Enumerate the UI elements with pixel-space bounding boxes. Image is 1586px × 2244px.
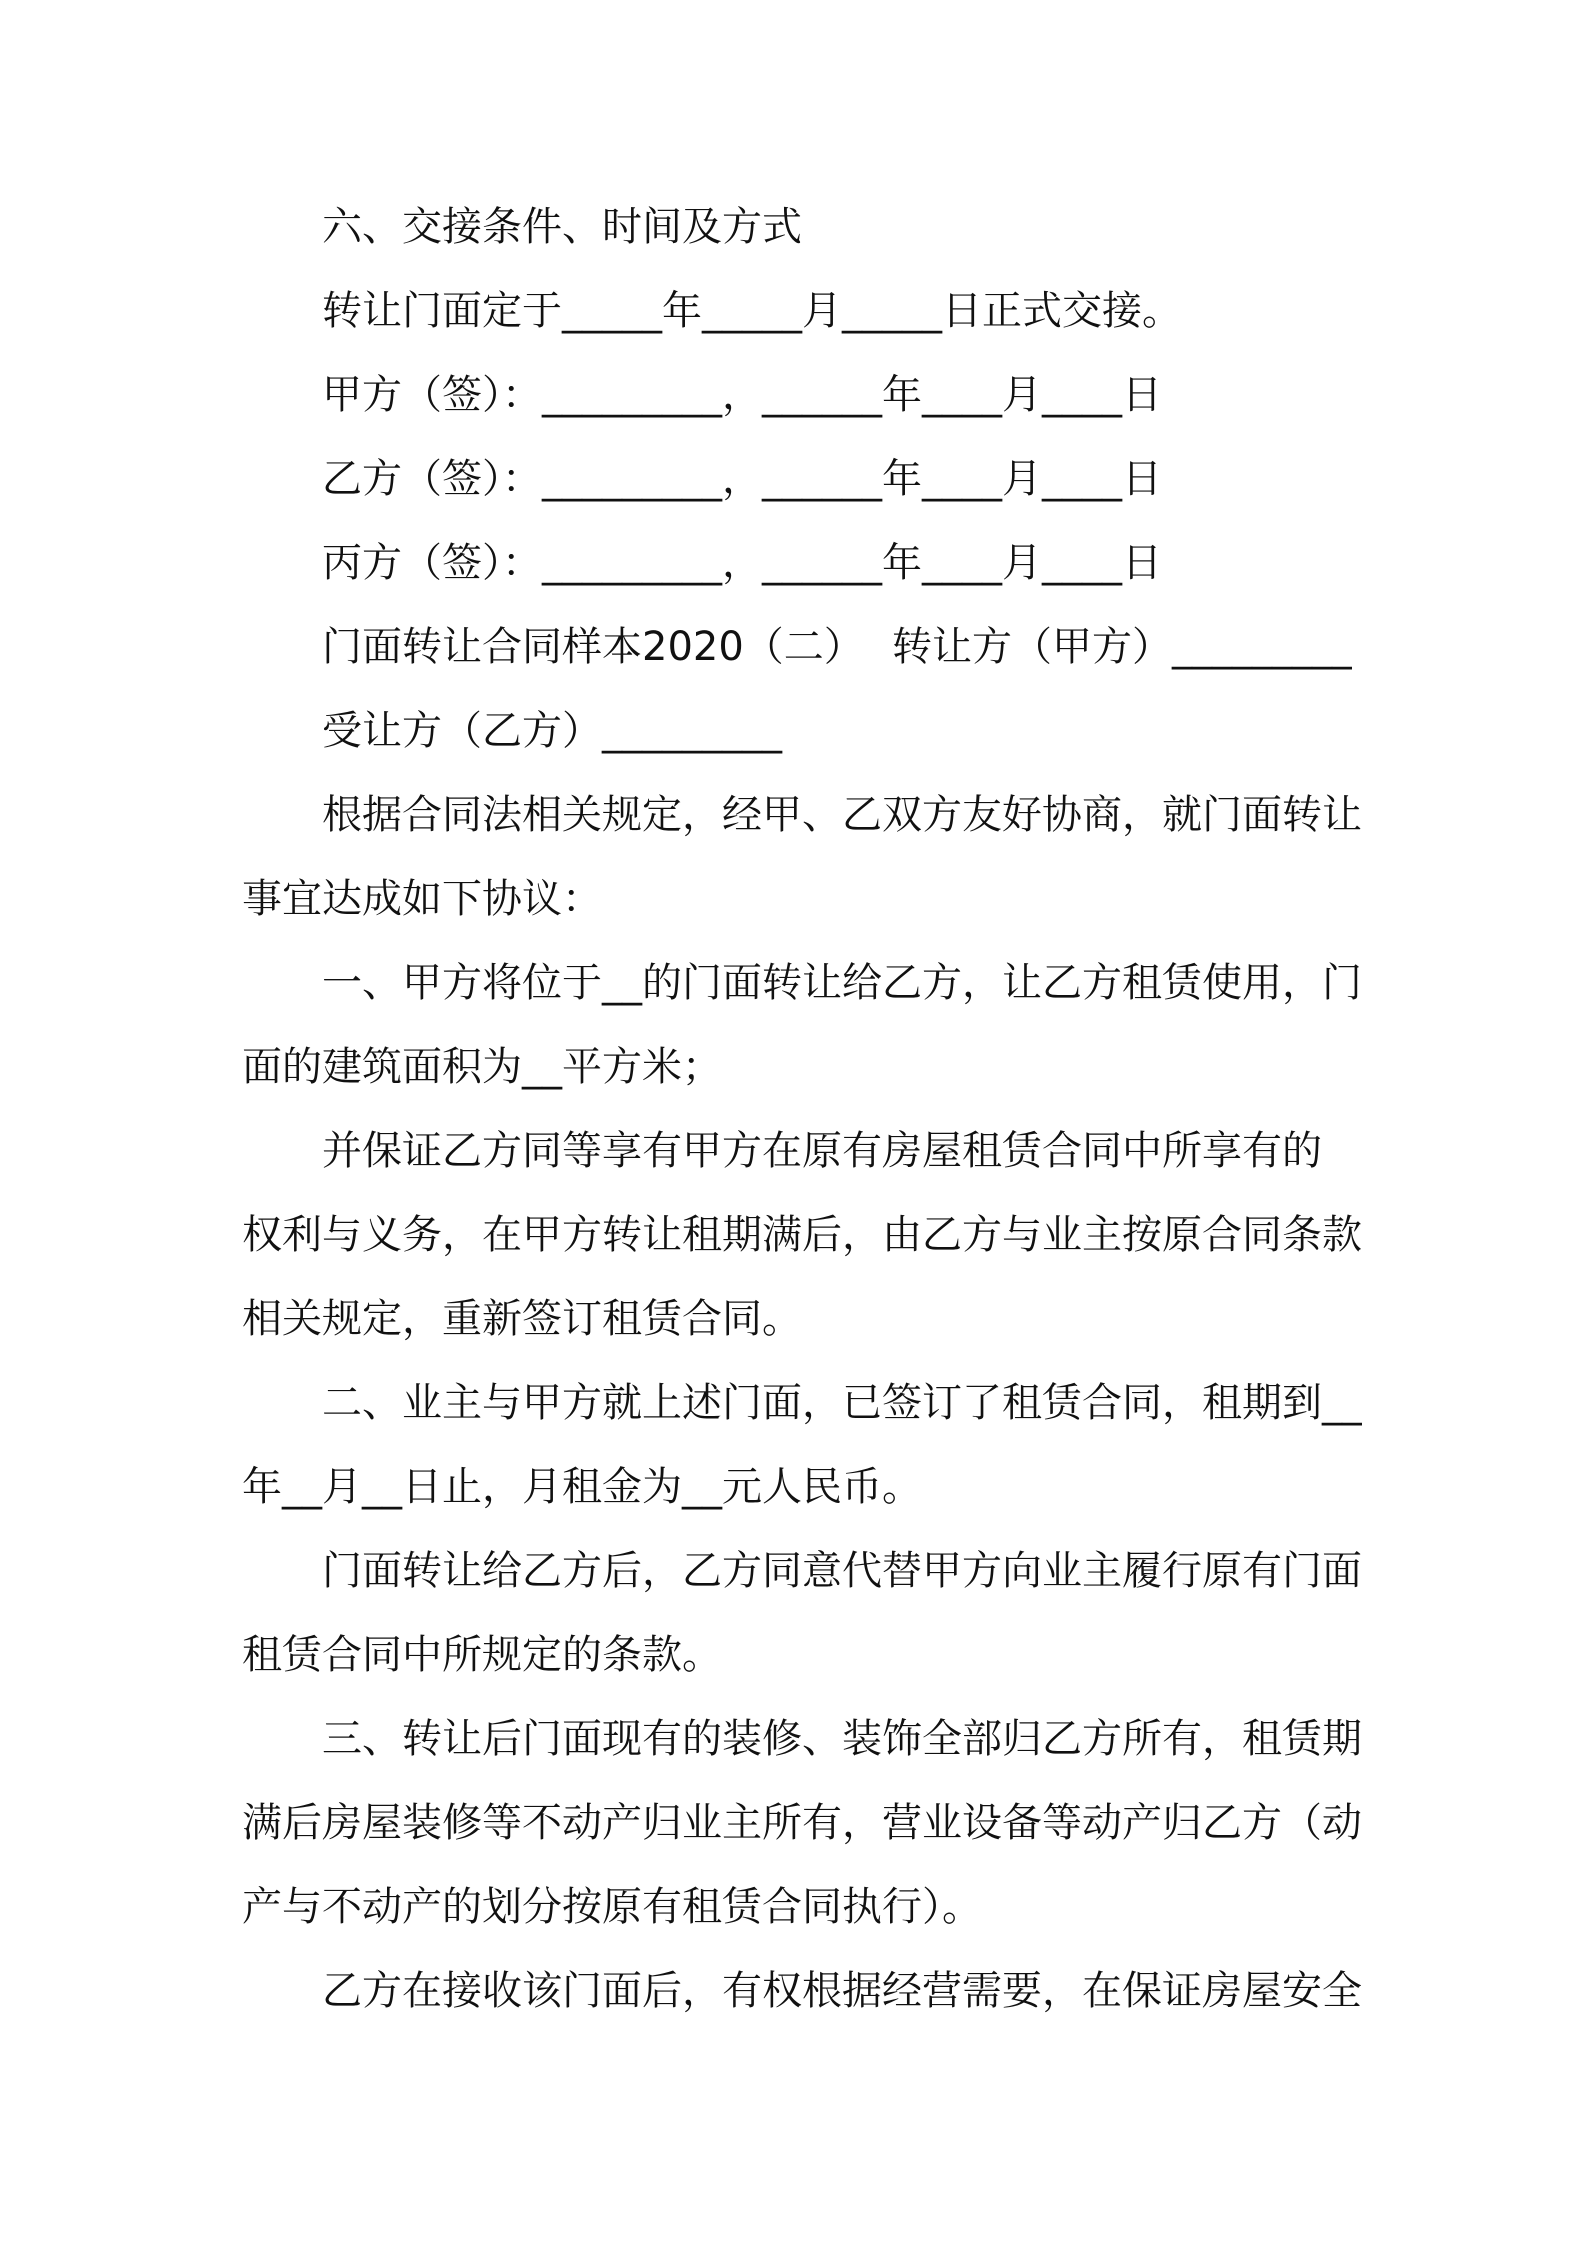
contract-title: 门面转让合同样本2020（二） — [322, 624, 864, 670]
transferee-field: 受让方（乙方）_________ — [322, 708, 782, 754]
handover-date-line: 转让门面定于_____年_____月_____日正式交接。 — [322, 288, 1182, 334]
paragraph-line: 二、业主与甲方就上述门面，已签订了租赁合同，租期到__ — [322, 1380, 1362, 1426]
paragraph-line: 面的建筑面积为__平方米； — [242, 1044, 722, 1090]
paragraph-line: 相关规定，重新签订租赁合同。 — [242, 1296, 802, 1342]
paragraph-line: 一、甲方将位于__的门面转让给乙方，让乙方租赁使用，门 — [322, 960, 1362, 1006]
signature-line-party-c: 丙方（签）：_________，______年____月____日 — [322, 540, 1162, 586]
signature-line-party-b: 乙方（签）：_________，______年____月____日 — [322, 456, 1162, 502]
paragraph-line: 乙方在接收该门面后，有权根据经营需要，在保证房屋安全 — [322, 1968, 1362, 2014]
paragraph-line: 并保证乙方同等享有甲方在原有房屋租赁合同中所享有的 — [322, 1128, 1322, 1174]
paragraph-line: 产与不动产的划分按原有租赁合同执行）。 — [242, 1884, 982, 1930]
paragraph-line: 三、转让后门面现有的装修、装饰全部归乙方所有，租赁期 — [322, 1716, 1362, 1762]
paragraph-line: 年__月__日止，月租金为__元人民币。 — [242, 1464, 922, 1510]
signature-line-party-a: 甲方（签）：_________，______年____月____日 — [322, 372, 1162, 418]
paragraph-line: 租赁合同中所规定的条款。 — [242, 1632, 722, 1678]
paragraph-line: 满后房屋装修等不动产归业主所有，营业设备等动产归乙方（动 — [242, 1800, 1362, 1846]
transferor-field: 转让方（甲方）_________ — [892, 624, 1352, 670]
section-heading-handover: 六、交接条件、时间及方式 — [322, 204, 802, 250]
paragraph-line: 根据合同法相关规定，经甲、乙双方友好协商，就门面转让 — [322, 792, 1362, 838]
paragraph-line: 权利与义务，在甲方转让租期满后，由乙方与业主按原合同条款 — [242, 1212, 1362, 1258]
contract-title-row — [322, 619, 1352, 675]
paragraph-line: 门面转让给乙方后，乙方同意代替甲方向业主履行原有门面 — [322, 1548, 1362, 1594]
paragraph-line: 事宜达成如下协议： — [242, 876, 602, 922]
